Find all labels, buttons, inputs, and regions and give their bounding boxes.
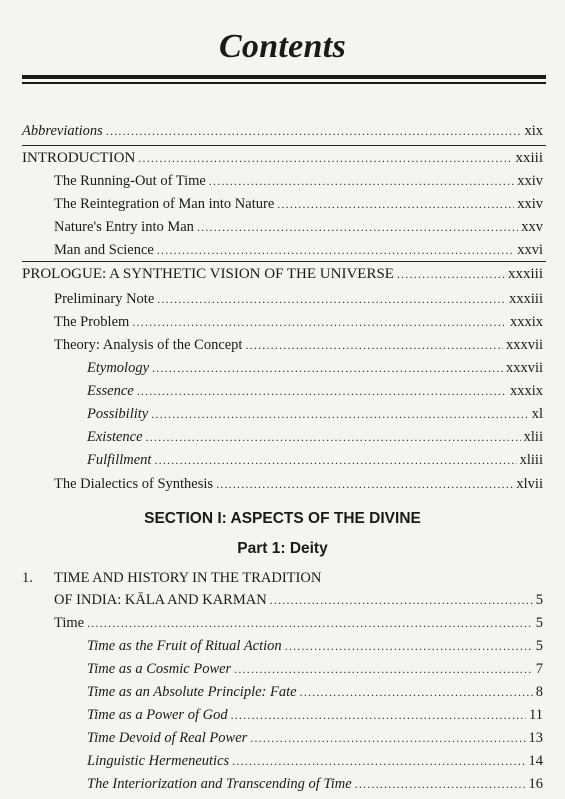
leader-dots — [300, 682, 533, 702]
toc-entry-page: xxxiii — [507, 266, 543, 282]
toc-entry-label: The Dialectics of Synthesis — [54, 476, 214, 492]
leader-dots — [355, 774, 526, 794]
leader-dots — [397, 264, 505, 284]
toc-entry-page: 16 — [528, 776, 543, 792]
chapter-number: 1. — [22, 570, 33, 586]
toc-entry-page: xxvi — [517, 242, 543, 258]
toc-entry[interactable] — [87, 774, 543, 794]
toc-entry[interactable] — [87, 659, 543, 679]
toc-entry-label: Time as a Power of God — [87, 707, 228, 723]
toc-entry-label: Preliminary Note — [54, 291, 155, 307]
title-rule-thick — [22, 75, 546, 79]
toc-entry-page: 8 — [535, 684, 543, 700]
section-heading: SECTION I: ASPECTS OF THE DIVINE — [144, 510, 421, 527]
leader-dots — [245, 335, 502, 355]
toc-entry-label: Linguistic Hermeneutics — [87, 753, 230, 769]
leader-dots — [138, 148, 512, 168]
toc-entry-page: 13 — [528, 730, 543, 746]
toc-entry-label: Man and Science — [54, 242, 154, 258]
toc-entry-label: Essence — [87, 383, 134, 399]
toc-entry-page: xliii — [519, 452, 543, 468]
toc-entry-page: 7 — [535, 661, 543, 677]
part-heading: Part 1: Deity — [237, 540, 328, 557]
toc-entry-page: 5 — [535, 615, 543, 631]
divider-line — [22, 145, 546, 146]
toc-entry-page: 11 — [529, 707, 543, 723]
toc-entry-label: Abbreviations — [22, 123, 103, 139]
toc-entry-label: Existence — [87, 429, 143, 445]
leader-dots — [152, 358, 503, 378]
leader-dots — [216, 474, 513, 494]
leader-dots — [137, 381, 507, 401]
leader-dots — [285, 636, 533, 656]
leader-dots — [270, 590, 533, 610]
toc-entry[interactable] — [54, 289, 543, 309]
leader-dots — [132, 312, 507, 332]
toc-entry[interactable] — [54, 613, 543, 633]
leader-dots — [234, 659, 533, 679]
toc-entry-label: Time Devoid of Real Power — [87, 730, 248, 746]
toc-entry-page: 5 — [535, 638, 543, 654]
toc-entry-label: Nature's Entry into Man — [54, 219, 194, 235]
leader-dots — [154, 450, 516, 470]
toc-entry[interactable] — [87, 450, 543, 470]
toc-entry-page: xxv — [521, 219, 543, 235]
toc-entry-page: xxxvii — [505, 360, 543, 376]
toc-entry-label: Theory: Analysis of the Concept — [54, 337, 243, 353]
divider-line — [22, 261, 546, 262]
leader-dots — [250, 728, 525, 748]
toc-entry-page: xxxix — [509, 383, 543, 399]
leader-dots — [151, 404, 528, 424]
toc-entry[interactable] — [87, 358, 543, 378]
toc-entry-page: 5 — [535, 592, 543, 608]
toc-entry-chapter[interactable] — [54, 590, 543, 610]
leader-dots — [231, 705, 526, 725]
toc-entry[interactable] — [87, 751, 543, 771]
toc-entry-label: Time as a Cosmic Power — [87, 661, 232, 677]
toc-entry-label: INTRODUCTION — [22, 150, 136, 166]
toc-entry-page: 14 — [528, 753, 543, 769]
toc-entry-label: Etymology — [87, 360, 150, 376]
toc-entry[interactable] — [87, 404, 543, 424]
title-rule-thin — [22, 82, 546, 84]
toc-entry-prologue[interactable] — [22, 264, 543, 284]
toc-entry-page: xxxvii — [505, 337, 543, 353]
toc-entry-page: xxxix — [509, 314, 543, 330]
toc-entry[interactable] — [87, 427, 543, 447]
toc-entry-label: Possibility — [87, 406, 149, 422]
page-title: Contents — [218, 28, 347, 65]
toc-entry-label: The Running-Out of Time — [54, 173, 206, 189]
leader-dots — [106, 121, 522, 141]
leader-dots — [157, 289, 506, 309]
toc-entry[interactable] — [87, 682, 543, 702]
leader-dots — [277, 194, 514, 214]
chapter-title-line2: OF INDIA: KĀLA AND KARMAN — [54, 592, 267, 608]
toc-entry-page: xix — [524, 123, 543, 139]
toc-entry[interactable] — [87, 705, 543, 725]
toc-entry-label: PROLOGUE: A SYNTHETIC VISION OF THE UNIVERSE — [22, 266, 394, 282]
toc-entry[interactable] — [54, 312, 543, 332]
leader-dots — [157, 240, 514, 260]
toc-entry-label: Fulfillment — [87, 452, 152, 468]
toc-entry-introduction[interactable] — [22, 148, 543, 168]
toc-entry[interactable] — [54, 240, 543, 260]
toc-entry[interactable] — [54, 217, 543, 237]
leader-dots — [209, 171, 514, 191]
leader-dots — [146, 427, 521, 447]
toc-entry-page: xlii — [523, 429, 543, 445]
toc-entry-label: The Interiorization and Transcending of Time — [87, 776, 352, 792]
toc-entry-abbreviations[interactable] — [22, 121, 543, 141]
toc-entry-label: Time as an Absolute Principle: Fate — [87, 684, 297, 700]
toc-entry-page: xxxiii — [509, 291, 543, 307]
toc-entry-page: xxiv — [517, 196, 543, 212]
toc-entry-label: The Reintegration of Man into Nature — [54, 196, 275, 212]
toc-entry[interactable] — [87, 728, 543, 748]
toc-entry[interactable] — [54, 171, 543, 191]
toc-entry[interactable] — [54, 474, 543, 494]
toc-entry-page: xlvii — [516, 476, 543, 492]
toc-entry[interactable] — [87, 636, 543, 656]
toc-entry[interactable] — [87, 381, 543, 401]
toc-entry[interactable] — [54, 194, 543, 214]
leader-dots — [87, 613, 533, 633]
chapter-title-line1[interactable]: TIME AND HISTORY IN THE TRADITION — [54, 570, 322, 586]
toc-entry-page: xxiv — [517, 173, 543, 189]
toc-entry-label: Time — [54, 615, 85, 631]
leader-dots — [232, 751, 525, 771]
toc-entry-label: Time as the Fruit of Ritual Action — [87, 638, 282, 654]
leader-dots — [197, 217, 518, 237]
toc-entry-page: xxiii — [515, 150, 543, 166]
toc-entry-page: xl — [531, 406, 543, 422]
toc-entry-label: The Problem — [54, 314, 130, 330]
toc-entry[interactable] — [54, 335, 543, 355]
